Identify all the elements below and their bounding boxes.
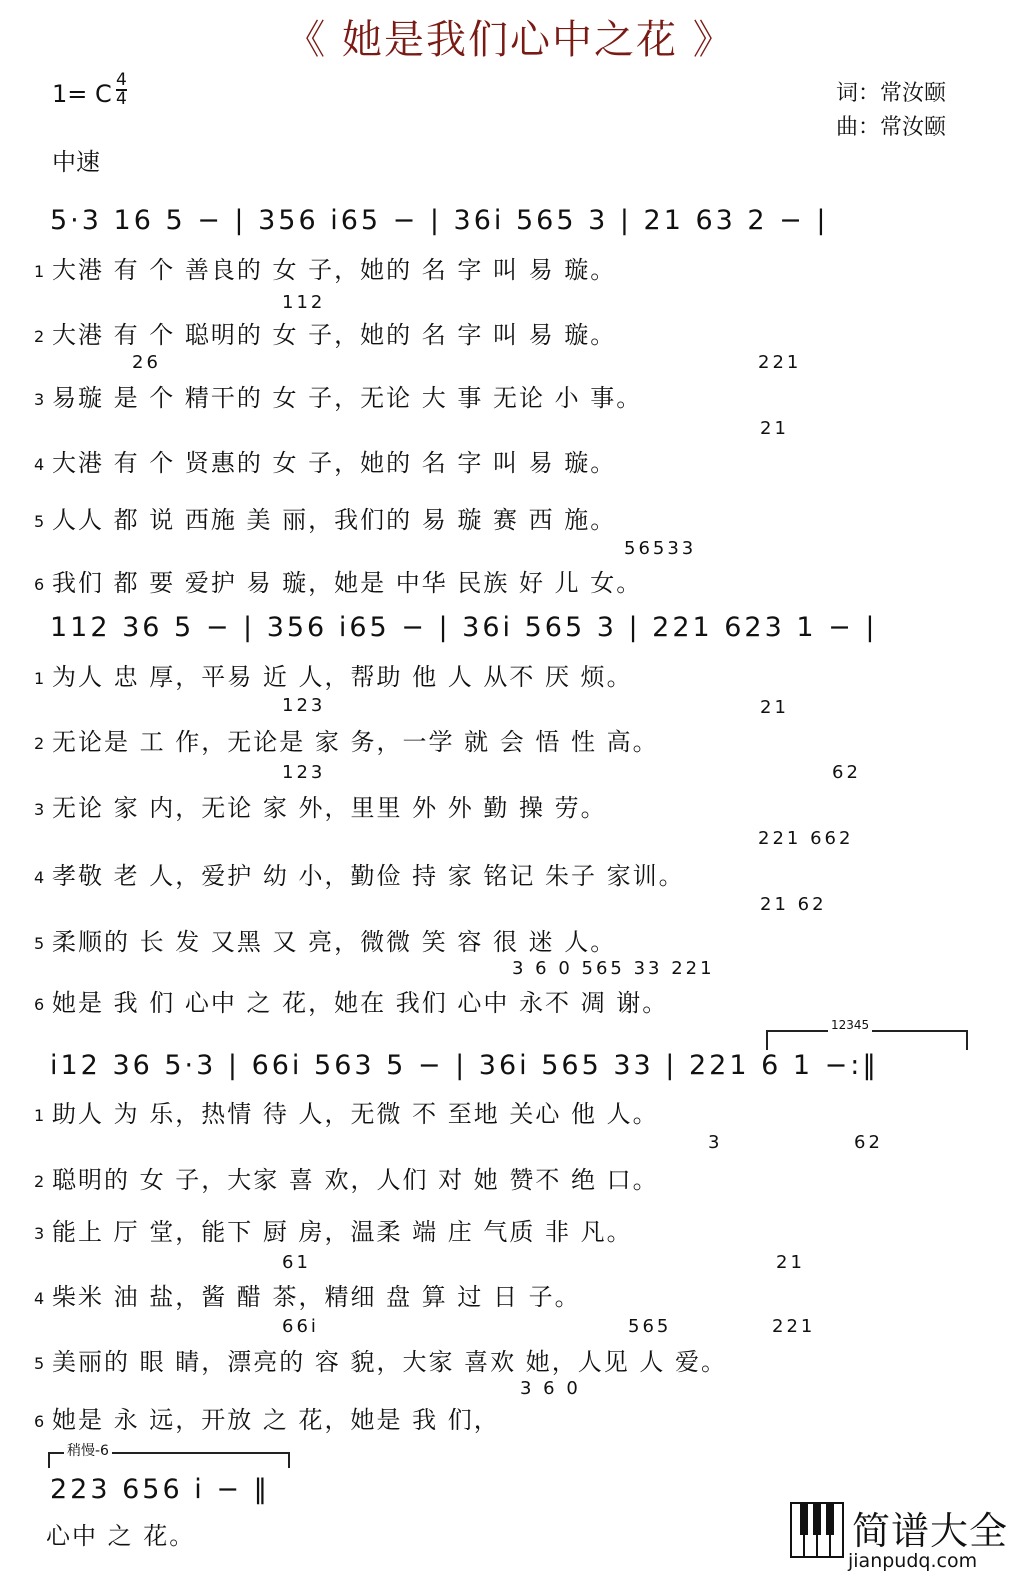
- note-annotation: 21 62: [760, 894, 827, 915]
- notation-line: 112 36 5 − | 356 i65 − | 36i 565 3 | 221 623 1 − |: [50, 612, 878, 643]
- lyric-line: [34, 856, 685, 891]
- note-annotation: 3: [708, 1132, 723, 1153]
- verse-number: 3: [34, 389, 45, 409]
- verse-number: 1: [34, 261, 45, 281]
- verse-number: 2: [34, 1171, 45, 1191]
- lyric-text: 孝敬 老 人，爱护 幼 小，勤俭 持 家 铭记 朱子 家训。: [52, 862, 685, 890]
- tempo-change-bracket: [48, 1443, 290, 1468]
- lyric-text: 大港 有 个 善良的 女 子，她的 名 字 叫 易 璇。: [52, 256, 617, 284]
- notation-line: 223 656 i − ‖: [50, 1474, 271, 1505]
- lyric-text: 为人 忠 厚，平易 近 人，帮助 他 人 从不 厌 烦。: [52, 663, 633, 691]
- note-annotation: 221 662: [758, 828, 854, 849]
- lyric-line: [34, 1160, 659, 1195]
- verse-number: 5: [34, 933, 45, 953]
- lyricist-credit: 词：常汝颐: [836, 81, 947, 106]
- lyric-text: 无论是 工 作，无论是 家 务，一学 就 会 悟 性 高。: [52, 728, 659, 756]
- verse-number: 1: [34, 1105, 45, 1125]
- lyric-line: [34, 443, 616, 478]
- lyric-text: 柴米 油 盐，酱 醋 茶，精细 盘 算 过 日 子。: [52, 1283, 581, 1311]
- lyric-line: [34, 722, 659, 757]
- verse-number: 6: [34, 994, 45, 1014]
- lyric-text: 能上 厅 堂，能下 厨 房，温柔 端 庄 气质 非 凡。: [52, 1218, 633, 1246]
- note-annotation: 112: [282, 292, 326, 313]
- note-annotation: 56533: [624, 538, 697, 559]
- lyric-text: 助人 为 乐，热情 待 人，无微 不 至地 关心 他 人。: [52, 1100, 659, 1128]
- note-annotation: 21: [760, 418, 789, 439]
- verse-number: 4: [34, 1288, 45, 1308]
- verse-number: 1: [34, 668, 45, 688]
- verse-number: 5: [34, 511, 45, 531]
- notation-line: i12 36 5·3 | 66i 563 5 − | 36i 565 33 | 221 6 1 −:‖: [50, 1050, 879, 1081]
- note-annotation: 21: [760, 697, 789, 718]
- lyric-line: [34, 500, 616, 535]
- note-annotation: 123: [282, 762, 326, 783]
- time-signature: [116, 72, 127, 108]
- volta-label: 12345: [828, 1018, 872, 1032]
- note-annotation: 221: [758, 352, 802, 373]
- lyric-line: [34, 1400, 500, 1435]
- verse-number: 3: [34, 1223, 45, 1243]
- verse-number: 2: [34, 326, 45, 346]
- note-annotation: 3 6 0 565 33 221: [512, 958, 715, 979]
- lyric-line: [46, 1516, 195, 1551]
- lyric-line: [34, 563, 642, 598]
- lyric-line: [34, 1277, 581, 1312]
- lyric-line: [34, 788, 607, 823]
- lyric-line: [34, 315, 616, 350]
- lyric-text: 我们 都 要 爱护 易 璇，她是 中华 民族 好 儿 女。: [52, 569, 643, 597]
- lyric-line: [34, 250, 616, 285]
- note-annotation: 21: [776, 1252, 805, 1273]
- note-annotation: 61: [282, 1252, 311, 1273]
- time-signature-bottom: 4: [116, 89, 127, 109]
- note-annotation: 62: [832, 762, 861, 783]
- verse-number: 6: [34, 574, 45, 594]
- lyric-text: 无论 家 内，无论 家 外，里里 外 外 勤 操 劳。: [52, 794, 607, 822]
- note-annotation: 221: [772, 1316, 816, 1337]
- verse-number: 4: [34, 454, 45, 474]
- note-annotation: 26: [132, 352, 161, 373]
- lyric-line: [34, 1094, 659, 1129]
- verse-number: 4: [34, 867, 45, 887]
- note-annotation: 62: [854, 1132, 883, 1153]
- key-signature: 1= C: [52, 80, 112, 108]
- lyric-text: 她是 永 远，开放 之 花，她是 我 们，: [52, 1406, 500, 1434]
- verse-number: 2: [34, 733, 45, 753]
- notation-line: 5·3 16 5 − | 356 i65 − | 36i 565 3 | 21 63 2 − |: [50, 205, 829, 236]
- brand-url: jianpudq.com: [848, 1550, 978, 1572]
- lyric-line: [34, 657, 633, 692]
- lyric-line: [34, 983, 668, 1018]
- brand-name: 简谱大全: [852, 1509, 1009, 1553]
- lyric-line: [34, 378, 642, 413]
- note-annotation: 3 6 0: [520, 1378, 581, 1399]
- note-annotation: 565: [628, 1316, 672, 1337]
- volta-bracket: [766, 1018, 968, 1050]
- verse-number: 5: [34, 1353, 45, 1373]
- lyric-text: 聪明的 女 子，大家 喜 欢，人们 对 她 赞不 绝 口。: [52, 1166, 659, 1194]
- lyric-text: 大港 有 个 贤惠的 女 子，她的 名 字 叫 易 璇。: [52, 449, 617, 477]
- note-annotation: 123: [282, 695, 326, 716]
- lyric-text: 易璇 是 个 精干的 女 子，无论 大 事 无论 小 事。: [52, 384, 643, 412]
- lyric-text: 柔顺的 长 发 又黑 又 亮，微微 笑 容 很 迷 人。: [52, 928, 617, 956]
- lyric-text: 心中 之 花。: [46, 1522, 196, 1550]
- lyric-text: 大港 有 个 聪明的 女 子，她的 名 字 叫 易 璇。: [52, 321, 617, 349]
- lyric-text: 人人 都 说 西施 美 丽，我们的 易 璇 赛 西 施。: [52, 506, 617, 534]
- tempo-marking: 中速: [52, 148, 100, 176]
- song-title: 《 她是我们心中之花 》: [285, 17, 735, 63]
- piano-keys-icon: [790, 1502, 844, 1558]
- lyric-line: [34, 1212, 633, 1247]
- verse-number: 3: [34, 799, 45, 819]
- verse-number: 6: [34, 1411, 45, 1431]
- lyric-line: [34, 1342, 727, 1377]
- lyric-text: 美丽的 眼 睛，漂亮的 容 貌，大家 喜欢 她，人见 人 爱。: [52, 1348, 728, 1376]
- composer-credit: 曲：常汝颐: [836, 115, 947, 140]
- time-signature-top: 4: [116, 70, 127, 90]
- lyric-line: [34, 922, 616, 957]
- note-annotation: 66i: [282, 1316, 319, 1337]
- lyric-text: 她是 我 们 心中 之 花，她在 我们 心中 永不 凋 谢。: [52, 989, 669, 1017]
- site-logo: [790, 1500, 1016, 1576]
- tempo-change-label: 稍慢-6: [64, 1440, 112, 1460]
